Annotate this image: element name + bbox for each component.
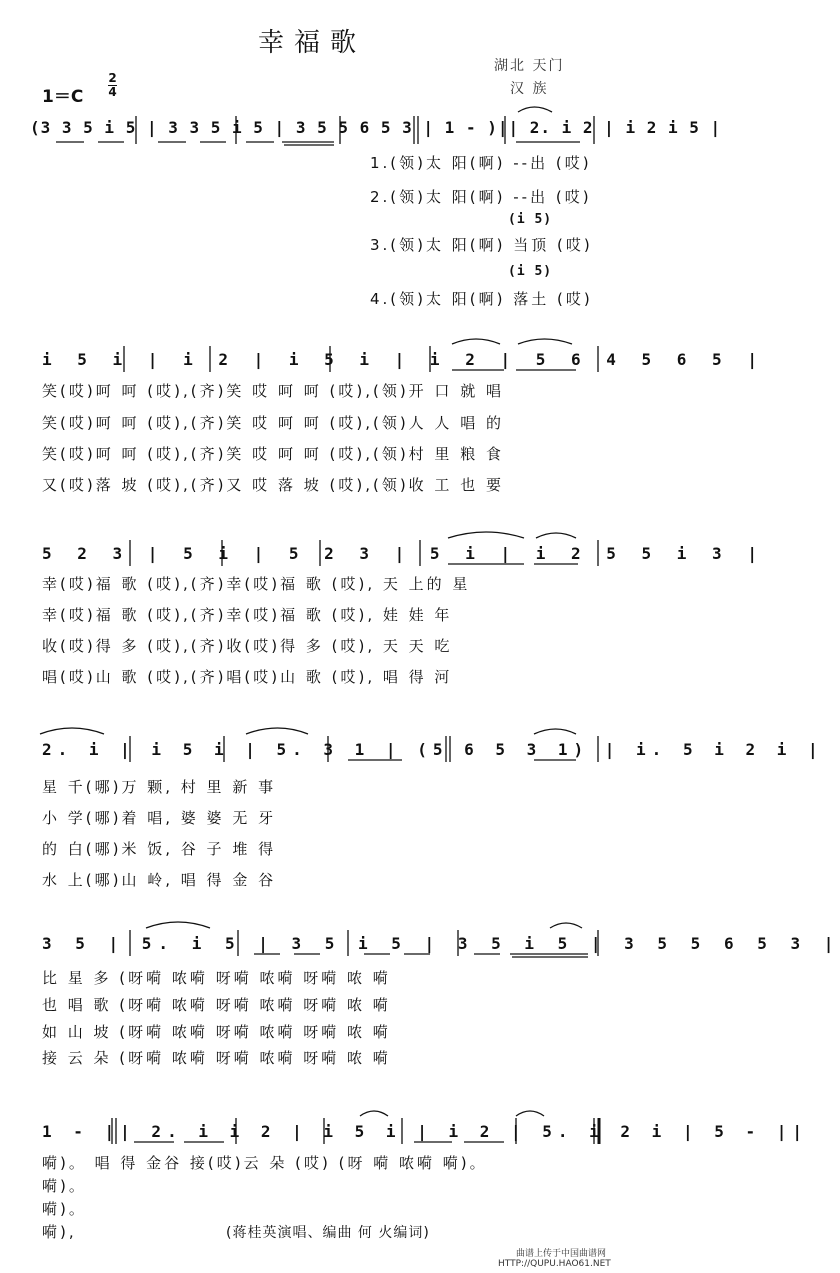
system-1-lyric-1: 笑(哎)呵 呵 (哎),(齐)笑 哎 呵 呵 (哎),(领)开 口 就 唱 <box>42 382 504 400</box>
system-2-lyric-4: 唱(哎)山 歌 (哎),(齐)唱(哎)山 歌 (哎), 唱 得 河 <box>42 668 453 686</box>
system-4-lyric-2: 也 唱 歌 (呀嗬 哝嗬 呀嗬 哝嗬 呀嗬 哝 嗬 <box>42 996 391 1014</box>
system-3-notes: 2. i | i 5 i | 5. 3 1 | (5 6 5 3 1) | i. 5 i 2 i | <box>42 740 824 759</box>
song-title: 幸福歌 <box>257 28 366 58</box>
system-4-lyric-4: 接 云 朵 (呀嗬 哝嗬 呀嗬 哝嗬 呀嗬 哝 嗬 <box>42 1049 391 1067</box>
system-3-lyric-2: 小 学(哪)着 唱, 婆 婆 无 牙 <box>42 809 277 827</box>
system-2-notes: 5 2 3 | 5 i | 5 2 3 | 5 i | i 2 5 5 i 3 | <box>42 544 765 563</box>
system-5-lyric-3: 嗬)。 <box>42 1200 87 1218</box>
system-4-lyric-3: 如 山 坡 (呀嗬 哝嗬 呀嗬 哝嗬 呀嗬 哝 嗬 <box>42 1023 391 1041</box>
system-1-notes: i 5 i | i 2 | i 5 i | i 2 | 5 6 4 5 6 5 | <box>42 350 765 369</box>
system-1-lyric-3: 笑(哎)呵 呵 (哎),(齐)笑 哎 呵 呵 (哎),(领)村 里 粮 食 <box>42 445 504 463</box>
system-3-lyric-3: 的 白(哪)米 饭, 谷 子 堆 得 <box>42 840 277 858</box>
system-4-notes: 3 5 | 5. i 5 | 3 5 i 5 | 3 5 i 5 | 3 5 5 6 5 3 | <box>42 934 840 953</box>
slur <box>448 532 524 538</box>
origin-place: 湖北 天门 <box>494 58 565 74</box>
verse-1-start: 1.(领)太 阳(啊) --出 (哎) <box>370 154 592 172</box>
slur <box>360 1111 388 1116</box>
slur <box>452 339 500 344</box>
system-5-lyric-4: 嗬), <box>42 1223 77 1241</box>
time-signature <box>108 72 117 99</box>
watermark-line-2: HTTP://QUPU.HAO61.NET <box>498 1259 611 1269</box>
verse-3-start: 3.(领)太 阳(啊) 当顶 (哎) <box>370 236 593 254</box>
system-1-lyric-2: 笑(哎)呵 呵 (哎),(齐)笑 哎 呵 呵 (哎),(领)人 人 唱 的 <box>42 414 504 432</box>
system-3-lyric-1: 星 千(哪)万 颗, 村 里 新 事 <box>42 778 277 796</box>
slur <box>534 729 576 734</box>
system-4-lyric-1: 比 星 多 (呀嗬 哝嗬 呀嗬 哝嗬 呀嗬 哝 嗬 <box>42 969 391 987</box>
credit-line: (蒋桂英演唱、编曲 何 火编词) <box>226 1225 430 1241</box>
time-signature-top: 2 <box>108 71 117 85</box>
time-signature-bottom: 4 <box>108 85 117 99</box>
variant-notes-3: (i 5) <box>508 212 553 227</box>
verse-4-start: 4.(领)太 阳(啊) 落土 (哎) <box>370 290 593 308</box>
slur <box>146 922 210 928</box>
watermark-line-1: 曲谱上传于中国曲谱网 <box>516 1249 607 1259</box>
slur <box>518 339 572 344</box>
system-5-lyric-1: 嗬)。 唱 得 金谷 接(哎)云 朵 (哎) (呀 嗬 哝嗬 嗬)。 <box>42 1154 488 1172</box>
system-2-lyric-1: 幸(哎)福 歌 (哎),(齐)幸(哎)福 歌 (哎), 天 上的 星 <box>42 575 471 593</box>
variant-notes-4: (i 5) <box>508 264 553 279</box>
system-1-lyric-4: 又(哎)落 坡 (哎),(齐)又 哎 落 坡 (哎),(领)收 工 也 要 <box>42 476 504 494</box>
slur <box>40 728 104 734</box>
system-2-lyric-2: 幸(哎)福 歌 (哎),(齐)幸(哎)福 歌 (哎), 娃 娃 年 <box>42 606 453 624</box>
slur <box>516 1111 544 1116</box>
slur <box>246 728 308 734</box>
key-signature: 1＝C <box>42 87 84 107</box>
slur <box>536 533 576 538</box>
verse-2-start: 2.(领)太 阳(啊) --出 (哎) <box>370 188 592 206</box>
system-5-notes: 1 - || 2. i i 2 | i 5 i | i 2 | 5. i 2 i | 5 - || <box>42 1122 809 1141</box>
intro-notes: (3 3 5 i 5 | 3 3 5 i 5 | 3 5 5 6 5 3 | 1 - )|| 2. i 2 | i 2 i 5 | <box>30 118 722 137</box>
system-2-lyric-3: 收(哎)得 多 (哎),(齐)收(哎)得 多 (哎), 天 天 吃 <box>42 637 453 655</box>
system-3-lyric-4: 水 上(哪)山 岭, 唱 得 金 谷 <box>42 871 277 889</box>
system-5-lyric-2: 嗬)。 <box>42 1177 87 1195</box>
origin-ethnicity: 汉 族 <box>510 81 549 97</box>
slur <box>550 923 582 928</box>
slur <box>518 107 552 112</box>
